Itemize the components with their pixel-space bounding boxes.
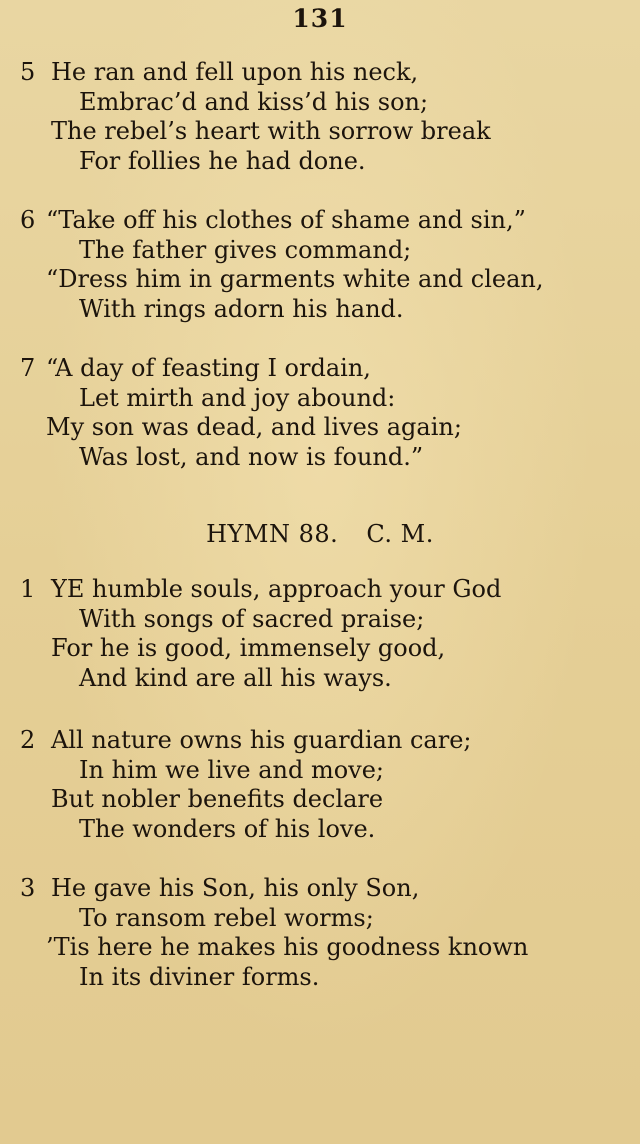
verse-line: The father gives command; <box>79 235 412 264</box>
stanza-line <box>0 384 640 414</box>
stanza-line <box>0 88 640 118</box>
stanza-line <box>0 874 640 904</box>
hymn-title: HYMN 88. <box>206 520 339 548</box>
hymn-heading <box>0 520 640 548</box>
verse-line: YE humble souls, approach your God <box>51 575 502 603</box>
verse-line: ’Tis here he makes his goodness known <box>46 933 529 961</box>
verse-line: He gave his Son, his only Son, <box>51 874 420 902</box>
stanza-number: 2 <box>20 726 36 754</box>
verse-line: “A day of feasting I ordain, <box>46 354 371 382</box>
stanza-line <box>0 265 640 295</box>
stanza-line <box>0 904 640 934</box>
verse-line: The wonders of his love. <box>79 814 376 843</box>
stanza-line <box>0 605 640 635</box>
stanza-line <box>0 634 640 664</box>
stanza <box>0 58 640 176</box>
verse-line: Let mirth and joy abound: <box>79 383 396 412</box>
stanza-number: 6 <box>20 206 36 234</box>
verse-line: All nature owns his guardian care; <box>51 726 472 754</box>
stanza <box>0 575 640 693</box>
verse-line: But nobler benefits declare <box>51 785 384 813</box>
verse-line: To ransom rebel worms; <box>79 903 374 932</box>
stanza <box>0 874 640 992</box>
stanza-line <box>0 815 640 845</box>
stanza-line <box>0 58 640 88</box>
stanza <box>0 726 640 844</box>
stanza-line <box>0 726 640 756</box>
stanza <box>0 206 640 324</box>
page-number: 131 <box>292 4 348 33</box>
stanza-line <box>0 236 640 266</box>
stanza-number: 1 <box>20 575 36 603</box>
verse-line: With rings adorn his hand. <box>79 294 404 323</box>
stanza-number: 5 <box>20 58 36 86</box>
stanza-line <box>0 147 640 177</box>
stanza <box>0 354 640 472</box>
verse-line: Embrac’d and kiss’d his son; <box>79 87 429 116</box>
verse-line: The rebel’s heart with sorrow break <box>51 117 491 145</box>
stanza-line <box>0 295 640 325</box>
verse-line: “Take off his clothes of shame and sin,” <box>46 206 526 234</box>
stanza-line <box>0 963 640 993</box>
verse-line: Was lost, and now is found.” <box>79 442 424 471</box>
hymn-meter: C. M. <box>366 520 434 548</box>
verse-line: He ran and fell upon his neck, <box>51 58 419 86</box>
stanza-line <box>0 933 640 963</box>
verse-line: “Dress him in garments white and clean, <box>46 265 544 293</box>
stanza-line <box>0 575 640 605</box>
verse-line: With songs of sacred praise; <box>79 604 425 633</box>
verse-line: And kind are all his ways. <box>79 663 392 692</box>
stanza-line <box>0 756 640 786</box>
verse-line: For follies he had done. <box>79 146 366 175</box>
verse-line: In its diviner forms. <box>79 962 320 991</box>
stanza-line <box>0 206 640 236</box>
stanza-line <box>0 117 640 147</box>
verse-line: My son was dead, and lives again; <box>46 413 462 441</box>
stanza-line <box>0 785 640 815</box>
stanza-line <box>0 413 640 443</box>
stanza-number: 3 <box>20 874 36 902</box>
stanza-number: 7 <box>20 354 36 382</box>
verse-line: For he is good, immensely good, <box>51 634 446 662</box>
verse-line: In him we live and move; <box>79 755 385 784</box>
stanza-line <box>0 443 640 473</box>
stanza-line <box>0 664 640 694</box>
stanza-line <box>0 354 640 384</box>
